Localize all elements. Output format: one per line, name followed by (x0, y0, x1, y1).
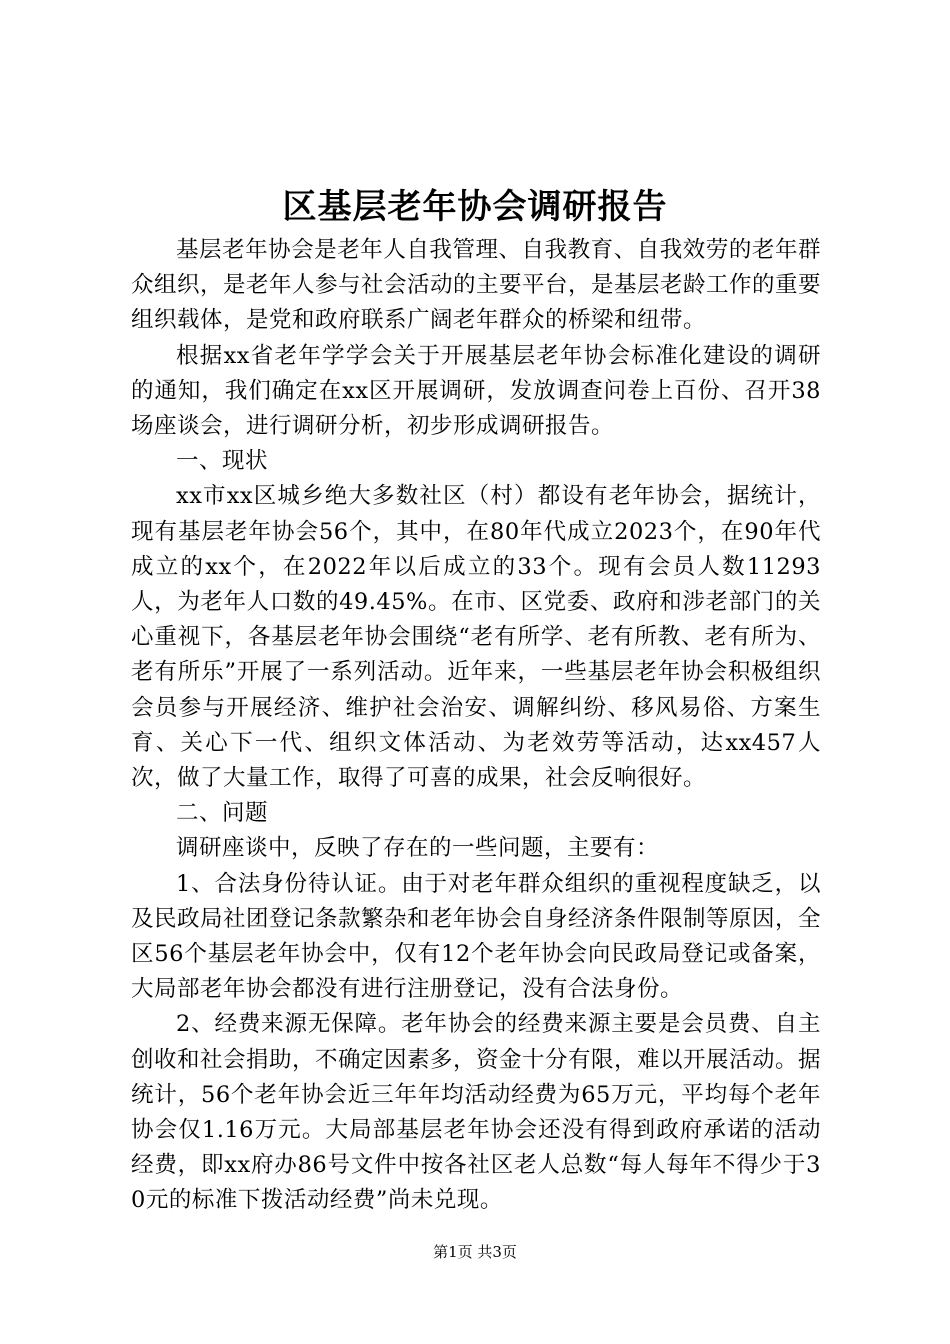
paragraph-problems-intro: 调研座谈中，反映了存在的一些问题，主要有： (176, 835, 660, 862)
paragraph-problem-2: 2、经费来源无保障。老年协会的经费来源主要是会员费、自主创收和社会捐助，不确定因素多，资金十分有限，难以开展活动。据统计，56个老年协会近三年年均活动经费为65万元，平均每个老年协会仅1.16万元。大局部基层老年协会还没有得到政府承诺的活动经费，即xx府办86号文件中按各社区老人总数“每人每年不得少于30元的标准下拨活动经费”尚未兑现。 (131, 1011, 822, 1214)
page-number-footer: 第1页 共3页 (433, 1243, 517, 1261)
paragraph-intro: 基层老年协会是老年人自我管理、自我教育、自我效劳的老年群众组织，是老年人参与社会活动的主要平台，是基层老龄工作的重要组织载体，是党和政府联系广阔老年群众的桥梁和纽带。 (131, 237, 822, 334)
paragraph-status: xx市xx区城乡绝大多数社区（村）都设有老年协会，据统计，现有基层老年协会56个，其中，在80年代成立2023个，在90年代成立的xx个，在2022年以后成立的33个。现有会员人数11293人，为老年人口数的49.45%。在市、区党委、政府和涉老部门的关心重视下，各基层老年协会围绕“老有所学、老有所教、老有所为、老有所乐”开展了一系列活动。近年来，一些基层老年协会积极组织会员参与开展经济、维护社会治安、调解纠纷、移风易俗、方案生育、关心下一代、组织文体活动、为老效劳等活动，达xx457人次，做了大量工作，取得了可喜的成果，社会反响很好。 (131, 483, 821, 792)
section-heading-status: 一、现状 (176, 448, 269, 475)
paragraph-basis: 根据xx省老年学学会关于开展基层老年协会标准化建设的调研的通知，我们确定在xx区开展调研，发放调查问卷上百份、召开38场座谈会，进行调研分析，初步形成调研报告。 (131, 342, 821, 440)
section-heading-problems: 二、问题 (176, 800, 269, 827)
paragraph-problem-1: 1、合法身份待认证。由于对老年群众组织的重视程度缺乏，以及民政局社团登记条款繁杂和老年协会自身经济条件限制等原因，全区56个基层老年协会中，仅有12个老年协会向民政局登记或备案，大局部老年协会都没有进行注册登记，没有合法身份。 (131, 870, 822, 1003)
document-title: 区基层老年协会调研报告 (282, 187, 668, 227)
document-body (131, 233, 821, 1219)
